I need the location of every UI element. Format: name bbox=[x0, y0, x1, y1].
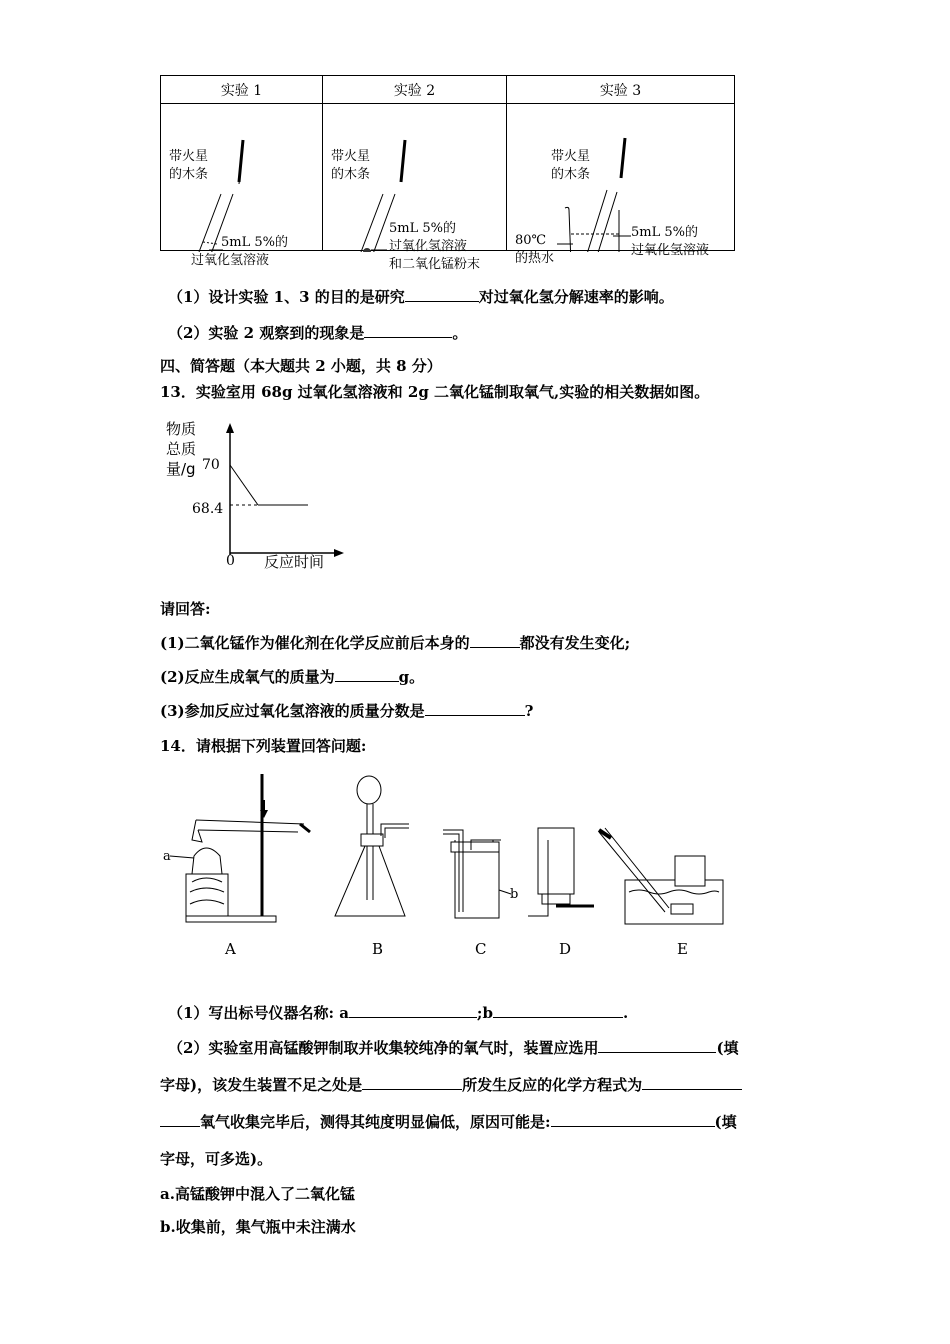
answer-blank[interactable] bbox=[598, 1038, 716, 1053]
apparatus-b-icon bbox=[325, 770, 435, 930]
header-exp3: 实验 3 bbox=[507, 76, 735, 104]
option-b: b.收集前，集气瓶中未注满水 bbox=[160, 1218, 356, 1236]
q12-part1: （1）设计实验 1、3 的目的是研究 对过氧化氢分解速率的影响。 bbox=[168, 288, 674, 306]
q13-prompt: 请回答: bbox=[160, 600, 211, 618]
label-apparatus-b: B bbox=[372, 940, 384, 958]
solution-label: 5mL 5%的 过氧化氢溶液 和二氧化锰粉末 bbox=[389, 221, 481, 272]
y-axis-label: 物质 总质 量/g bbox=[166, 420, 197, 478]
answer-blank[interactable] bbox=[405, 287, 479, 302]
answer-blank[interactable] bbox=[493, 1003, 623, 1018]
label-apparatus-c: C bbox=[475, 940, 487, 958]
x-axis-label: 反应时间 bbox=[264, 553, 325, 571]
answer-blank[interactable] bbox=[425, 701, 525, 716]
q14-part2-line2: 字母)，该发生装置不足之处是 所发生反应的化学方程式为 bbox=[160, 1074, 742, 1095]
y-tick-high: 70 bbox=[202, 457, 220, 473]
label-a: a bbox=[163, 849, 171, 864]
exp1-cell bbox=[161, 104, 323, 268]
header-exp2: 实验 2 bbox=[323, 76, 507, 104]
q13-stem: 13．实验室用 68g 过氧化氢溶液和 2g 二氧化锰制取氧气,实验的相关数据如图。 bbox=[160, 383, 710, 401]
splint-label: 带火星 的木条 bbox=[551, 149, 591, 182]
apparatus-c-icon bbox=[437, 820, 517, 930]
origin-label: 0 bbox=[226, 553, 235, 569]
label-apparatus-d: D bbox=[559, 940, 572, 958]
apparatus-a-icon bbox=[160, 770, 320, 930]
q13-part3: (3)参加反应过氧化氢溶液的质量分数是 ? bbox=[160, 702, 534, 720]
splint-label: 带火星 的木条 bbox=[169, 149, 209, 182]
q13-part2: (2)反应生成氧气的质量为 g。 bbox=[160, 668, 425, 686]
mass-time-graph bbox=[160, 415, 360, 580]
exp3-cell bbox=[507, 104, 735, 266]
answer-blank[interactable] bbox=[362, 1075, 462, 1090]
apparatus-d-icon bbox=[520, 820, 600, 930]
q14-part2-line1: （2）实验室用高锰酸钾制取并收集较纯净的氧气时，装置应选用 (填 bbox=[168, 1039, 739, 1057]
q14-part1: （1）写出标号仪器名称: a ;b . bbox=[168, 1004, 629, 1022]
q12-part2: （2）实验 2 观察到的现象是 。 bbox=[168, 324, 468, 342]
answer-blank[interactable] bbox=[470, 633, 520, 648]
q13-part1: (1)二氧化锰作为催化剂在化学反应前后本身的 都没有发生变化; bbox=[160, 634, 631, 652]
splint-label: 带火星 的木条 bbox=[331, 149, 371, 182]
label-apparatus-e: E bbox=[677, 940, 688, 958]
q14-stem: 14．请根据下列装置回答问题: bbox=[160, 737, 367, 755]
water-label: 80℃ 的热水 bbox=[515, 233, 555, 266]
option-a: a.高锰酸钾中混入了二氧化锰 bbox=[160, 1185, 355, 1203]
y-tick-low: 68.4 bbox=[192, 501, 224, 517]
experiment-table bbox=[160, 75, 735, 272]
answer-blank[interactable] bbox=[349, 1003, 477, 1018]
answer-blank[interactable] bbox=[551, 1112, 715, 1127]
q14-part2-line4: 字母，可多选)。 bbox=[160, 1150, 273, 1168]
q14-part2-line3: 氧气收集完毕后，测得其纯度明显偏低，原因可能是: (填 bbox=[160, 1111, 737, 1132]
answer-blank[interactable] bbox=[642, 1075, 742, 1090]
answer-blank[interactable] bbox=[364, 323, 452, 338]
label-apparatus-a: A bbox=[225, 940, 236, 958]
apparatus-e-icon bbox=[595, 820, 735, 930]
label-b: b bbox=[510, 887, 519, 902]
header-exp1: 实验 1 bbox=[161, 76, 323, 104]
exp2-cell bbox=[323, 104, 507, 272]
solution-label: 5mL 5%的 过氧化氢溶液 bbox=[191, 235, 288, 268]
answer-blank[interactable] bbox=[335, 667, 399, 682]
solution-label: 5mL 5%的 过氧化氢溶液 bbox=[631, 225, 710, 258]
section-title: 四、简答题（本大题共 2 小题，共 8 分） bbox=[160, 357, 442, 375]
answer-blank[interactable] bbox=[160, 1112, 200, 1127]
